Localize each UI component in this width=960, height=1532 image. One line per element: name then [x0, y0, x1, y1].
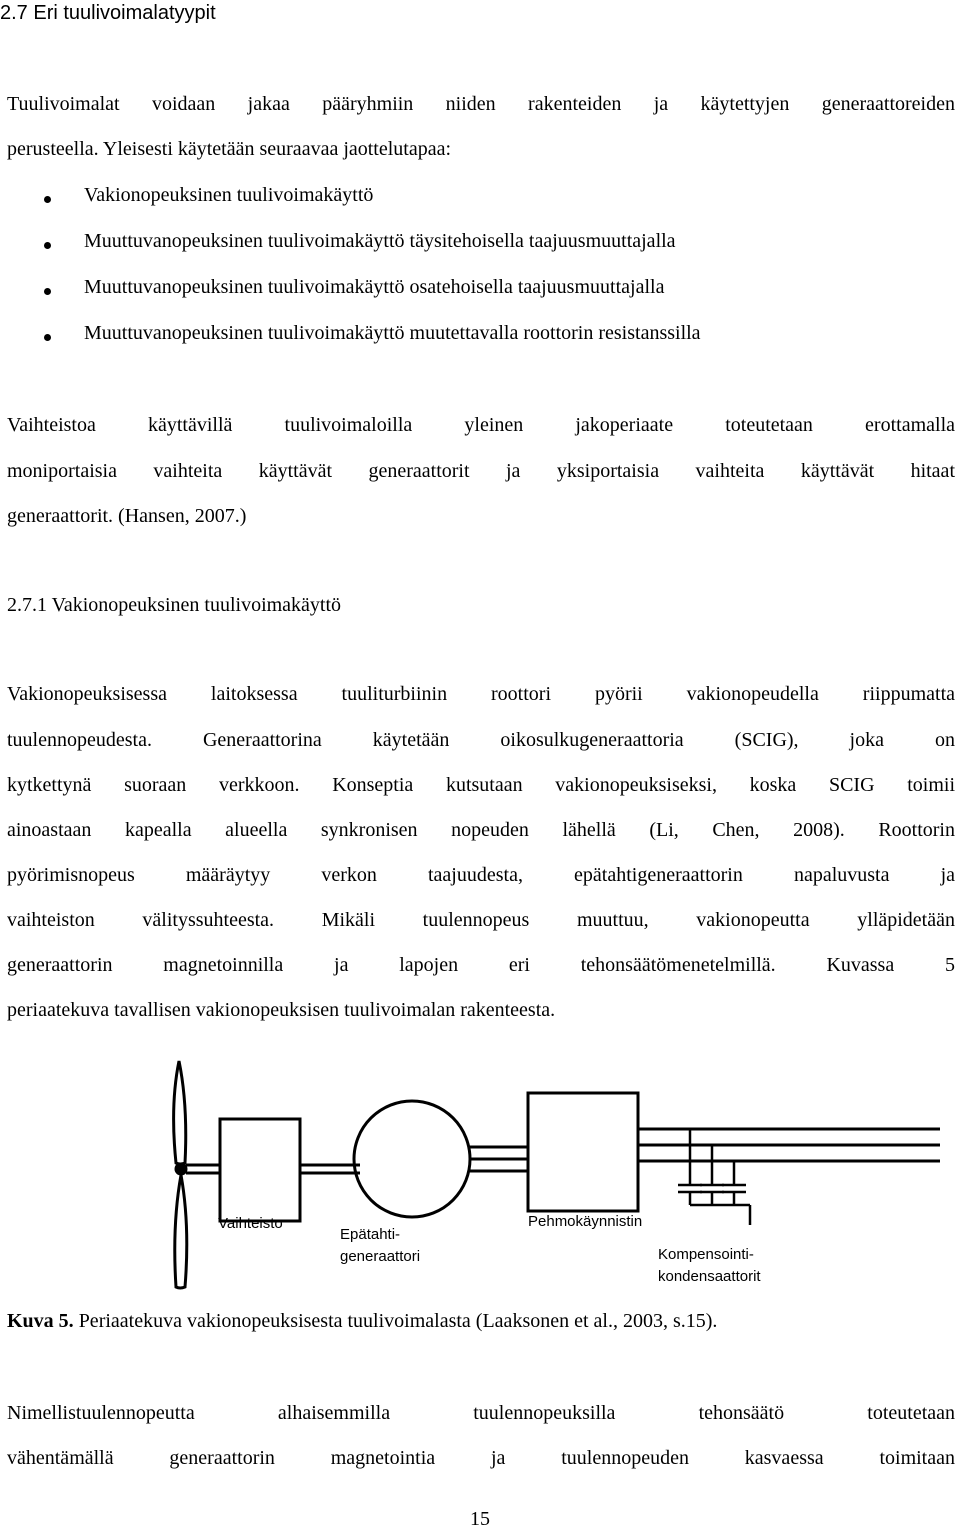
figure-caption-text: Periaatekuva vakionopeuksisesta tuulivoimalasta (Laaksonen et al., 2003, s.15).: [73, 1310, 718, 1332]
bullet-dot: [44, 242, 51, 249]
sub-para-line-5: pyörimisnopeus määräytyy verkon taajuudesta, epätahtigeneraattorin napaluvusta ja: [7, 864, 955, 886]
sub-para-line-8: periaatekuva tavallisen vakionopeuksisen tuulivoimalan rakenteesta.: [7, 999, 556, 1021]
generator-circle: [354, 1101, 470, 1217]
bullet-dot: [44, 288, 51, 295]
wind-turbine-diagram: [150, 1055, 960, 1295]
generator-label-line1: Epätahti-: [340, 1226, 401, 1243]
sub-para-line-1: Vakionopeuksisessa laitoksessa tuuliturbiinin roottori pyörii vakionopeudella riippumatta: [7, 683, 955, 705]
capacitor-label-line2: kondensaattorit: [658, 1268, 761, 1285]
bullet-item: Vakionopeuksinen tuulivoimakäyttö: [84, 184, 374, 206]
page-number: 15: [470, 1508, 490, 1530]
sub-para-line-6: vaihteiston välityssuhteesta. Mikäli tuulennopeus muuttuu, vakionopeutta ylläpidetään: [7, 909, 955, 931]
capacitor-bank: [678, 1129, 750, 1225]
para2-line-2: moniportaisia vaihteita käyttävät generaattorit ja yksiportaisia vaihteita käyttävät hitaat: [7, 460, 955, 482]
closing-line-2: vähentämällä generaattorin magnetointia ja tuulennopeuden kasvaessa toimitaan: [7, 1447, 955, 1469]
softstarter-label: Pehmokäynnistin: [528, 1213, 643, 1230]
subsection-heading: 2.7.1 Vakionopeuksinen tuulivoimakäyttö: [7, 594, 342, 616]
para2-line-1: Vaihteistoa käyttävillä tuulivoimaloilla yleinen jakoperiaate toteutetaan erottamalla: [7, 414, 955, 436]
softstarter-box: [528, 1093, 638, 1211]
intro-line-1: Tuulivoimalat voidaan jakaa pääryhmiin niiden rakenteiden ja käytettyjen generaattoreiden: [7, 93, 955, 115]
rotor-hub: [176, 1164, 186, 1174]
figure-caption-label: Kuva 5.: [7, 1310, 74, 1332]
sub-para-line-3: kytkettynä suoraan verkkoon. Konseptia kutsutaan vakionopeuksiseksi, koska SCIG toimii: [7, 774, 955, 796]
gearbox-box: [220, 1119, 300, 1221]
generator-label-line2: generaattori: [340, 1248, 421, 1265]
sub-para-line-7: generaattorin magnetoinnilla ja lapojen eri tehonsäätömenetelmillä. Kuvassa 5: [7, 954, 955, 976]
figure-caption: [7, 1310, 717, 1333]
sub-para-line-4: ainoastaan kapealla alueella synkronisen nopeuden lähellä (Li, Chen, 2008). Roottorin: [7, 819, 955, 841]
section-heading: 2.7 Eri tuulivoimalatyypit: [0, 2, 216, 24]
capacitor-label-line1: Kompensointi-: [658, 1246, 754, 1263]
bullet-item: Muuttuvanopeuksinen tuulivoimakäyttö täysitehoisella taajuusmuuttajalla: [84, 230, 676, 252]
gearbox-label: Vaihteisto: [218, 1215, 283, 1232]
bullet-item: Muuttuvanopeuksinen tuulivoimakäyttö osatehoisella taajuusmuuttajalla: [84, 276, 665, 298]
sub-para-line-2: tuulennopeudesta. Generaattorina käytetään oikosulkugeneraattoria (SCIG), joka on: [7, 729, 955, 751]
bullet-dot: [44, 334, 51, 341]
bullet-dot: [44, 196, 51, 203]
closing-line-1: Nimellistuulennopeutta alhaisemmilla tuulennopeuksilla tehonsäätö toteutetaan: [7, 1402, 955, 1424]
bullet-item: Muuttuvanopeuksinen tuulivoimakäyttö muutettavalla roottorin resistanssilla: [84, 322, 701, 344]
para2-line-3: generaattorit. (Hansen, 2007.): [7, 505, 247, 527]
rotor-blade-upper: [174, 1061, 186, 1164]
intro-line-2: perusteella. Yleisesti käytetään seuraavaa jaottelutapaa:: [7, 138, 452, 160]
rotor-blade-lower: [175, 1175, 187, 1288]
